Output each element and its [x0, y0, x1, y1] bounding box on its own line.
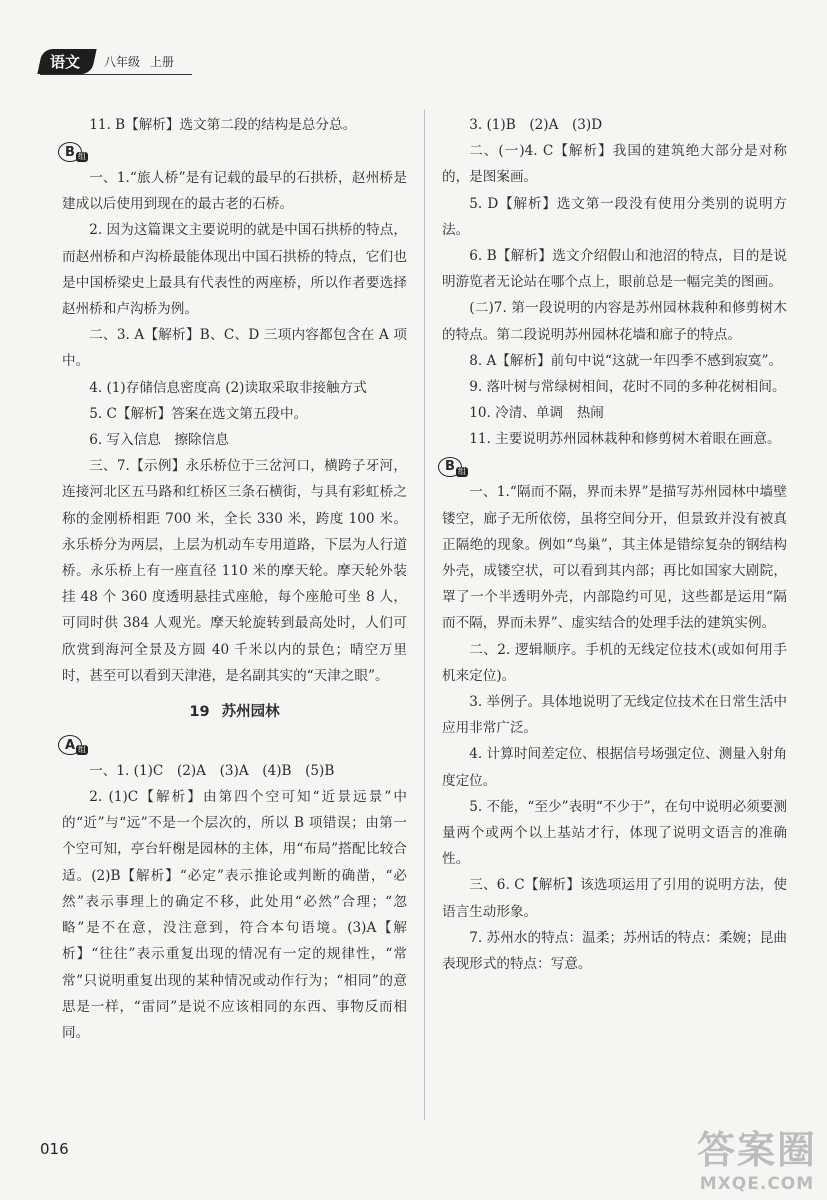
- watermark-logo: 答案圈 MXQE.COM: [696, 1128, 817, 1194]
- answer-paragraph: 4. 计算时间差定位、根据信号场强定位、测量入射角度定位。: [442, 746, 787, 789]
- header-rule: [40, 74, 192, 75]
- grade-label: 八年级: [104, 54, 141, 69]
- answer-paragraph: 6. B【解析】选文介绍假山和池沼的特点，目的是说明游览者无论站在哪个点上，眼前总是一幅完美的图画。: [442, 248, 787, 291]
- answer-paragraph: 2. (1)C【解析】由第四个空可知“近景远景”中的“近”与“远”不是一个层次的，所以 B 项错误；由第一个空可知，亭台轩榭是园林的主体，用“布局”搭配比较合适。(2)B【解析】“必定”表示推论或判断的确凿，“必然”表示事理上的确定不移，此处用“必然”合理；“忽略”是不在意，没注意到，符合本句语境。(3)A【解析】“往往”表示重复出现的情况有一定的规律性，“常常”只说明重复出现的某种情况或动作行为；“相同”的意思是一样，“雷同”是说不应该相同的东西、事物反而相同。: [62, 789, 407, 1041]
- subject-badge: 语文: [37, 49, 96, 74]
- section-title: [62, 699, 407, 725]
- answer-paragraph: 4. (1)存储信息密度高 (2)读取采取非接触方式: [89, 379, 367, 396]
- answer-paragraph: 6. 写入信息 擦除信息: [89, 431, 229, 448]
- answer-paragraph: 8. A【解析】前句中说“这就一年四季不感到寂寞”。: [469, 352, 783, 369]
- answer-paragraph: 5. D【解析】选文第一段没有使用分类别的说明方法。: [442, 195, 787, 238]
- answer-paragraph: 三、7.【示例】永乐桥位于三岔河口，横跨子牙河，连接河北区五马路和红桥区三条石横街，与具有彩虹桥之称的金刚桥相距 700 米，全长 330 米，跨度 100 米。永乐桥分为两层，上层为机动车专用道路，下层为人行道桥。永乐桥上有一座直径 110 米的摩天轮。摩天轮外装挂 48 个 360 度透明悬挂式座舱，每个座舱可坐 8 人，可同时供 384 人观光。摩天轮旋转到最高处时，人们可欣赏到海河全景及方圆 40 千米以内的景色；晴空万里时，甚至可以看到天津港，是名副其实的“天津之眼”。: [62, 458, 407, 684]
- column-divider: [424, 110, 425, 1120]
- answer-paragraph: (二)7. 第一段说明的内容是苏州园林栽种和修剪树木的特点。第二段说明苏州园林花墙和廊子的特点。: [442, 300, 787, 343]
- answer-paragraph: 二、2. 逻辑顺序。手机的无线定位技术(或如何用手机来定位)。: [442, 641, 787, 684]
- answer-paragraph: 二、(一)4. C【解析】我国的建筑绝大部分是对称的，是图案画。: [442, 143, 787, 186]
- answer-paragraph: 7. 苏州水的特点：温柔；苏州话的特点：柔婉；昆曲表现形式的特点：写意。: [442, 929, 787, 972]
- answer-paragraph: 11. B【解析】选文第二段的结构是总分总。: [89, 117, 357, 133]
- answer-paragraph: 3. (1)B (2)A (3)D: [469, 117, 603, 133]
- answer-paragraph: 11. 主要说明苏州园林栽种和修剪树木着眼在画意。: [469, 431, 781, 448]
- page-number: 016: [40, 1140, 69, 1158]
- answer-paragraph: 一、1.“隔而不隔，界而未界”是描写苏州园林中墙壁镂空，廊子无所依傍，虽将空间分开，但景致并没有被真正隔绝的现象。例如“鸟巢”，其主体是错综复杂的钢结构外壳，成镂空状，可以看到其内部；再比如国家大剧院，罩了一个半透明外壳，内部隐约可见，这些都是运用“隔而不隔，界而未界”、虚实结合的处理手法的建筑实例。: [442, 484, 787, 632]
- answer-paragraph: 5. 不能，“至少”表明“不少于”，在句中说明必须要测量两个或两个以上基站才行，体现了说明文语言的准确性。: [442, 798, 787, 868]
- level-b-badge: B 组: [58, 142, 88, 162]
- level-b-badge: B 组: [438, 457, 468, 477]
- answer-paragraph: 一、1. (1)C (2)A (3)A (4)B (5)B: [89, 762, 335, 779]
- answer-paragraph: 二、3. A【解析】B、C、D 三项内容都包含在 A 项中。: [62, 327, 407, 370]
- answer-paragraph: 3. 举例子。具体地说明了无线定位技术在日常生活中应用非常广泛。: [442, 693, 787, 737]
- page-header: [40, 48, 174, 74]
- level-a-badge: A 组: [58, 735, 88, 755]
- section-number: 19: [189, 703, 210, 720]
- answer-paragraph: 一、1.“旅人桥”是有记载的最早的石拱桥，赵州桥是建成以后使用到现在的最古老的石桥。: [62, 169, 407, 213]
- answer-paragraph: 10. 冷清、单调 热闹: [469, 405, 604, 422]
- left-column: [62, 112, 407, 1046]
- volume-label: 上册: [150, 54, 175, 69]
- right-column: [442, 112, 787, 977]
- section-name: 苏州园林: [221, 703, 280, 720]
- answer-paragraph: 9. 落叶树与常绿树相间，花时不同的多种花树相间。: [469, 379, 786, 396]
- answer-paragraph: 5. C【解析】答案在选文第五段中。: [89, 405, 308, 422]
- answer-paragraph: 三、6. C【解析】该选项运用了引用的说明方法，使语言生动形象。: [442, 877, 787, 920]
- answer-paragraph: 2. 因为这篇课文主要说明的就是中国石拱桥的特点，而赵州桥和卢沟桥最能体现出中国石拱桥的特点，它们也是中国桥梁史上最具有代表性的两座桥，所以作者要选择赵州桥和卢沟桥为例。: [62, 222, 407, 317]
